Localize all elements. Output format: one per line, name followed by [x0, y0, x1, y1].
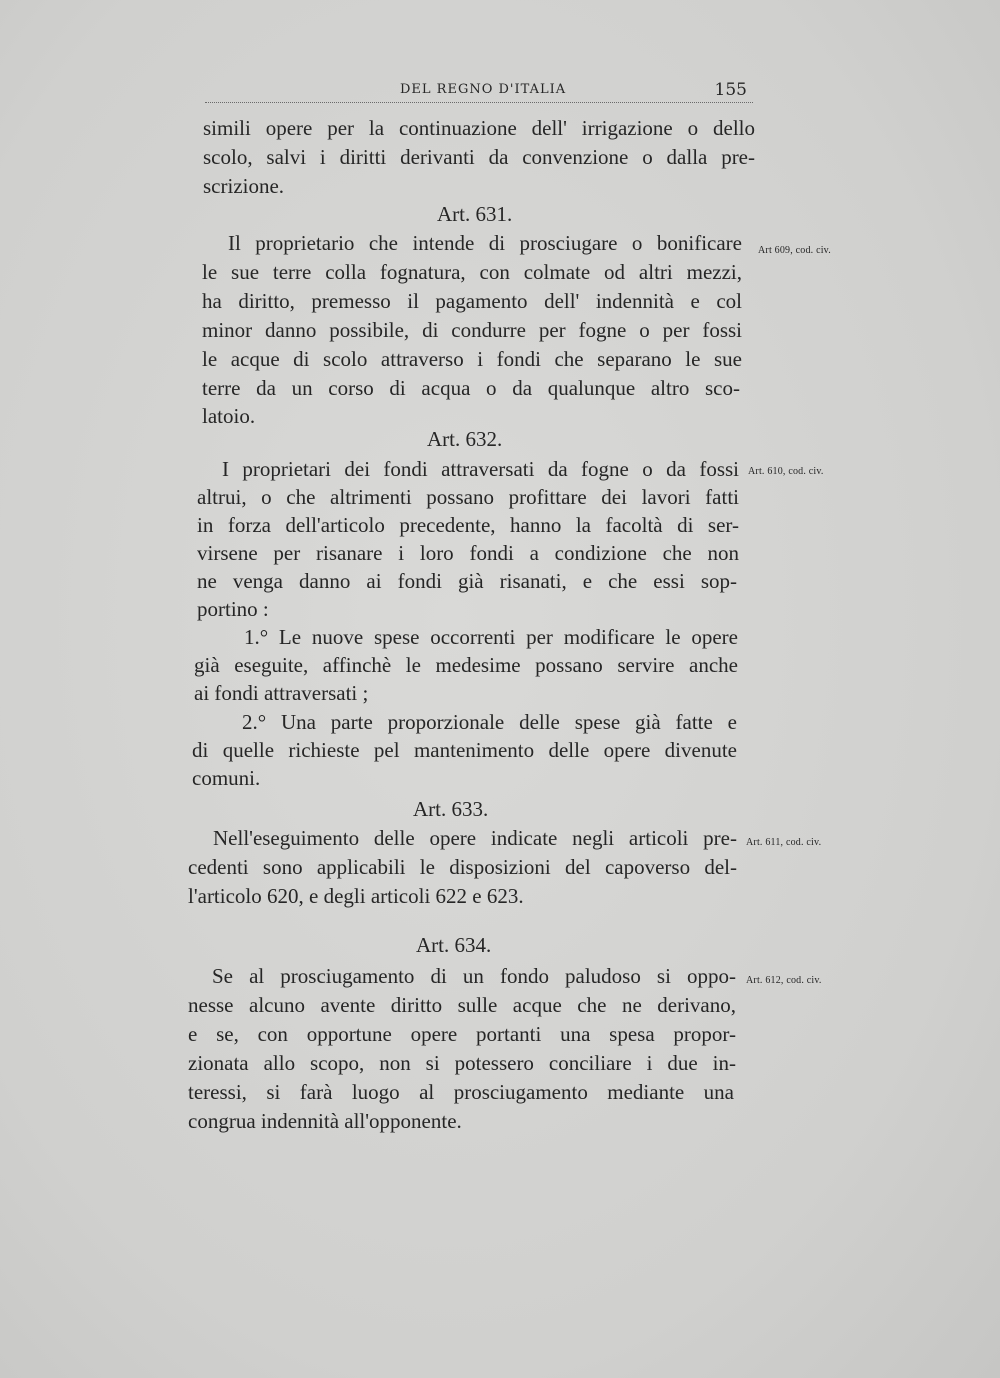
- text-line: scolo, salvi i diritti derivanti da convenzione o dalla pre-: [203, 145, 755, 169]
- page-number: 155: [714, 80, 747, 100]
- text-line: terre da un corso di acqua o da qualunque altro sco-: [202, 376, 740, 400]
- text-line: Nell'eseguimento delle opere indicate negli articoli pre-: [213, 826, 737, 850]
- article-heading: Art. 633.: [413, 797, 489, 821]
- text-line: ai fondi attraversati ;: [194, 681, 369, 705]
- text-line: l'articolo 620, e degli articoli 622 e 623.: [188, 884, 524, 908]
- text-line: cedenti sono applicabili le disposizioni del capoverso del-: [188, 855, 737, 879]
- article-heading: Art. 631.: [437, 202, 513, 226]
- text-line: minor danno possibile, di condurre per fogne o per fossi: [202, 318, 742, 342]
- text-line: virsene per risanare i loro fondi a condizione che non: [197, 541, 739, 565]
- text-line: comuni.: [192, 766, 261, 790]
- text-line: 2.° Una parte proporzionale delle spese già fatte e: [242, 710, 737, 734]
- margin-note: Art. 611, cod. civ.: [746, 837, 822, 848]
- text-line: altrui, o che altrimenti possano profittare dei lavori fatti: [197, 485, 739, 509]
- text-line: zionata allo scopo, non si potessero conciliare i due in-: [188, 1051, 736, 1075]
- text-line: scrizione.: [203, 174, 285, 198]
- margin-note: Art. 610, cod. civ.: [748, 466, 824, 477]
- text-line: portino :: [197, 597, 269, 621]
- text-line: Se al prosciugamento di un fondo paludoso si oppo-: [212, 964, 736, 988]
- text-line: teressi, si farà luogo al prosciugamento mediante una: [188, 1080, 734, 1104]
- text-line: di quelle richieste pel mantenimento delle opere divenute: [192, 738, 737, 762]
- text-line: I proprietari dei fondi attraversati da fogne o da fossi: [222, 457, 739, 481]
- text-line: e se, con opportune opere portanti una spesa propor-: [188, 1022, 736, 1046]
- text-line: simili opere per la continuazione dell' irrigazione o dello: [203, 116, 755, 140]
- text-line: già eseguite, affinchè le medesime possano servire anche: [194, 653, 738, 677]
- text-line: nesse alcuno avente diritto sulle acque che ne derivano,: [188, 993, 736, 1017]
- text-line: Il proprietario che intende di prosciugare o bonificare: [228, 231, 742, 255]
- text-line: le acque di scolo attraverso i fondi che separano le sue: [202, 347, 742, 371]
- text-line: ne venga danno ai fondi già risanati, e che essi sop-: [197, 569, 737, 593]
- text-line: in forza dell'articolo precedente, hanno la facoltà di ser-: [197, 513, 739, 537]
- margin-note: Art. 612, cod. civ.: [746, 975, 822, 986]
- article-heading: Art. 632.: [427, 427, 503, 451]
- text-line: 1.° Le nuove spese occorrenti per modificare le opere: [244, 625, 738, 649]
- running-title: DEL REGNO D'ITALIA: [400, 82, 567, 97]
- text-line: le sue terre colla fognatura, con colmate od altri mezzi,: [202, 260, 742, 284]
- text-line: congrua indennità all'opponente.: [188, 1109, 462, 1133]
- text-line: ha diritto, premesso il pagamento dell' indennità e col: [202, 289, 742, 313]
- running-header: [205, 80, 753, 103]
- text-line: latoio.: [202, 404, 256, 428]
- article-heading: Art. 634.: [416, 933, 492, 957]
- margin-note: Art 609, cod. civ.: [758, 245, 831, 256]
